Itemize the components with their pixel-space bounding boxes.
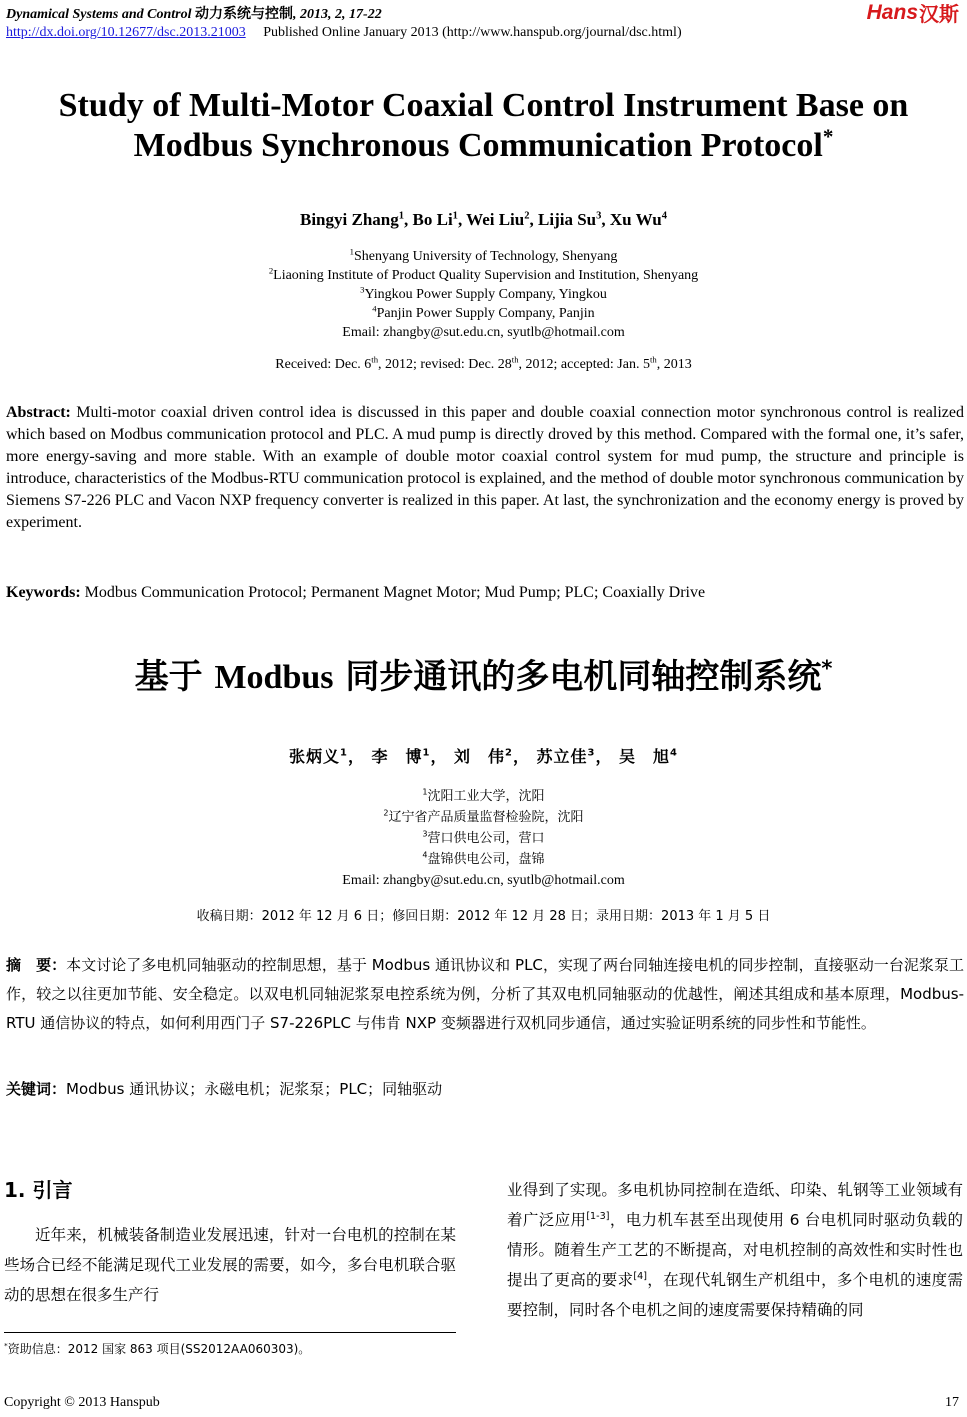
affiliation-text: Liaoning Institute of Product Quality Supervision and Institution, Shenyang <box>273 268 699 283</box>
body-text: ，电力机车甚至出现使用 6 台电机同时驱动负载的情形。随着生产工艺的不断提高，对电机控制的高效性和实时性也提出了更高的要求 <box>507 1211 963 1289</box>
email-cn: Email: zhangby@sut.edu.cn, syutlb@hotmail.com <box>342 873 625 888</box>
affiliation-text: Yingkou Power Supply Company, Yingkou <box>364 287 607 302</box>
keywords-text: Modbus Communication Protocol; Permanent Magnet Motor; Mud Pump; PLC; Coaxially Drive <box>80 584 706 601</box>
body-left-column: 近年来，机械装备制造业发展迅速，针对一台电机的控制在某些场合已经不能满足现代工业发展的需要，如今，多台电机联合驱动的思想在很多生产行 <box>4 1226 456 1304</box>
year-text: , 2013 <box>656 357 692 372</box>
author-cn: 刘 伟 <box>454 747 506 766</box>
affiliation <box>0 285 967 304</box>
affiliation-cn <box>0 786 967 807</box>
doi-line <box>6 25 682 41</box>
keywords-cn-text: Modbus 通讯协议；永磁电机；泥浆泵；PLC；同轴驱动 <box>66 1080 443 1098</box>
affiliation-cn <box>0 828 967 849</box>
author-sup: 4 <box>661 210 667 222</box>
published-online: Published Online January 2013 (http://www.hanspub.org/journal/dsc.html) <box>263 25 682 40</box>
affiliation-sup: 1 <box>349 246 354 257</box>
keywords-label: Keywords: <box>6 584 81 601</box>
logo-latin: Hans <box>866 0 918 24</box>
abstract-cn-text: 本文讨论了多电机同轴驱动的控制思想，基于 Modbus 通讯协议和 PLC，实现了两台同轴连接电机的同步控制，直接驱动一台泥浆泵工作，较之以往更加节能、安全稳定。以双电机同轴泥浆泵电控系统为例，分析了其双电机同轴驱动的优越性，阐述其组成和基本原理，Modbus-RTU 通信协议的特点，如何利用西门子 S7-226PLC 与伟肯 NXP 变频器进行双机同步通信，通过实验证明系统的同步性和节能性。 <box>6 956 964 1032</box>
logo-cn: 汉斯 <box>919 2 959 26</box>
affiliation-sup: 2 <box>268 265 274 276</box>
author-list-en: Bingyi Zhang$^1$, Bo Li$^1$, Wei Liu$^2$, Lijia Su$^3$, Xu Wu$^4$ <box>300 210 667 229</box>
affiliation-cn-text: 辽宁省产品质量监督检验院，沈阳 <box>388 810 584 825</box>
affiliation <box>0 247 967 266</box>
abstract-en <box>6 402 964 534</box>
author-cn: 李 博 <box>371 747 423 766</box>
body-text: ，在现代轧钢生产机组中，多个电机的速度需要控制，同时各个电机之间的速度需要保持精确的同 <box>507 1271 963 1319</box>
body-right-column <box>507 1175 963 1325</box>
affiliation-cn-sup: 2 <box>383 808 389 818</box>
author-sup: 1 <box>398 210 405 222</box>
author: Bo Li <box>412 210 453 229</box>
author-sup: 2 <box>524 210 530 222</box>
affiliation-cn-sup: 3 <box>422 829 428 839</box>
footnote-rule <box>4 1332 456 1333</box>
author-sup: 3 <box>596 210 602 222</box>
affiliations-cn <box>0 786 967 891</box>
citation: [1-3] <box>586 1210 610 1222</box>
journal-issue: , 2013, 2, 17-22 <box>293 7 382 22</box>
affiliation-text: Panjin Power Supply Company, Panjin <box>376 306 595 321</box>
title-line-1: Study of Multi-Motor Coaxial Control Instrument Base on <box>58 87 909 124</box>
paper-title-en <box>0 86 967 166</box>
abstract-text: Multi-motor coaxial driven control idea is discussed in this paper and double coaxial connection motor synchronous control is realized which based on Modbus communication protocol and PLC. A mud pump is directly droved by this method. Compared with the formal one, it’s safer, more energy-saving and more stable. With an example of double motor coaxial control system for mud pump, the structure and principle is introduce, characteristics of the Modbus-RTU communication protocol is explained, and the method of double motor synchronous communication by Siemens S7-226 PLC and Vacon NXP frequency converter is realized in this paper. At last, the synchronization and the economy energy is proved by experiment. <box>6 404 964 531</box>
ordinal-sup: th <box>371 354 379 365</box>
title-cn-footnote-mark: * <box>821 655 833 681</box>
received-dates-en <box>0 354 967 373</box>
footnote-mark: * <box>4 1341 8 1350</box>
journal-name: Dynamical Systems and Control <box>6 7 192 22</box>
ordinal-sup: th <box>511 354 519 365</box>
journal-name-cn: 动力系统与控制 <box>195 7 294 22</box>
author: Xu Wu <box>609 210 662 229</box>
affiliation-text: Shenyang University of Technology, Shenyang <box>353 249 618 264</box>
affiliation-cn-text: 盘锦供电公司，盘锦 <box>427 852 545 867</box>
body-text: 业得到了实现。多电机协同控制在造纸、印染、轧钢等工业领域有着广泛应用 <box>507 1181 963 1229</box>
affiliation-cn-text: 营口供电公司，营口 <box>427 831 545 846</box>
footnote-text: 资助信息：2012 国家 863 项目(SS2012AA060303)。 <box>7 1342 311 1356</box>
email-en: Email: zhangby@sut.edu.cn, syutlb@hotmail.com <box>342 325 625 340</box>
author-cn-sup: 1 <box>422 747 431 759</box>
revised-text: , 2012; revised: Dec. 28 <box>378 357 512 372</box>
abstract-cn-label: 摘 要： <box>6 956 67 974</box>
author-cn: 苏立佳 <box>536 747 588 766</box>
keywords-cn-label: 关键词： <box>6 1080 67 1098</box>
keywords-en <box>6 582 964 604</box>
author: Bingyi Zhang <box>300 210 399 229</box>
received-text: Received: Dec. 6 <box>275 357 372 372</box>
title-cn-latin: Modbus <box>214 659 334 696</box>
author-cn: 吴 旭 <box>619 747 671 766</box>
affiliation <box>0 266 967 285</box>
author-cn: 张炳义 <box>289 747 341 766</box>
affiliation-sup: 4 <box>372 303 377 314</box>
page-number: 17 <box>945 1395 959 1410</box>
footnote <box>4 1340 310 1357</box>
copyright: Copyright © 2013 Hanspub <box>4 1395 160 1410</box>
author-sup: 1 <box>452 210 458 222</box>
doi-link[interactable]: http://dx.doi.org/10.12677/dsc.2013.21003 <box>6 25 246 40</box>
abstract-label: Abstract: <box>6 404 71 421</box>
hans-logo <box>867 0 959 27</box>
affiliation-cn-text: 沈阳工业大学，沈阳 <box>427 789 545 804</box>
author-cn-sup: 3 <box>587 747 596 759</box>
journal-header <box>6 3 382 23</box>
ordinal-sup: th <box>649 354 657 365</box>
title-cn-pre: 基于 <box>134 657 215 697</box>
author-list-cn: 张炳义$^1$， 李 博$^1$， 刘 伟$^2$， 苏立佳$^3$， 吴 旭$^4$ <box>289 747 678 766</box>
affiliation-cn-sup: 4 <box>422 850 428 860</box>
affiliation <box>0 304 967 323</box>
author-cn-sup: 2 <box>505 747 513 759</box>
section-heading: 1. 引言 <box>4 1178 73 1202</box>
abstract-cn <box>6 951 964 1038</box>
affiliation-cn <box>0 807 967 828</box>
title-cn-post: 同步通讯的多电机同轴控制系统 <box>333 657 822 697</box>
received-dates-cn: 收稿日期：2012 年 12 月 6 日；修回日期：2012 年 12 月 28 日；录用日期：2013 年 1 月 5 日 <box>196 909 771 924</box>
affiliation-cn-sup: 1 <box>422 787 428 797</box>
author: Wei Liu <box>466 210 525 229</box>
affiliations-en <box>0 247 967 342</box>
author-cn-sup: 1 <box>340 747 348 759</box>
author: Lijia Su <box>538 210 597 229</box>
accepted-text: , 2012; accepted: Jan. 5 <box>518 357 650 372</box>
keywords-cn <box>6 1075 964 1104</box>
affiliation-sup: 3 <box>360 284 365 295</box>
title-line-2: Modbus Synchronous Communication Protocol <box>133 127 823 164</box>
affiliation-cn <box>0 849 967 870</box>
title-footnote-mark: * <box>822 124 834 149</box>
paper-title-cn <box>0 655 967 700</box>
author-cn-sup: 4 <box>670 747 678 759</box>
citation: [4] <box>633 1270 647 1282</box>
